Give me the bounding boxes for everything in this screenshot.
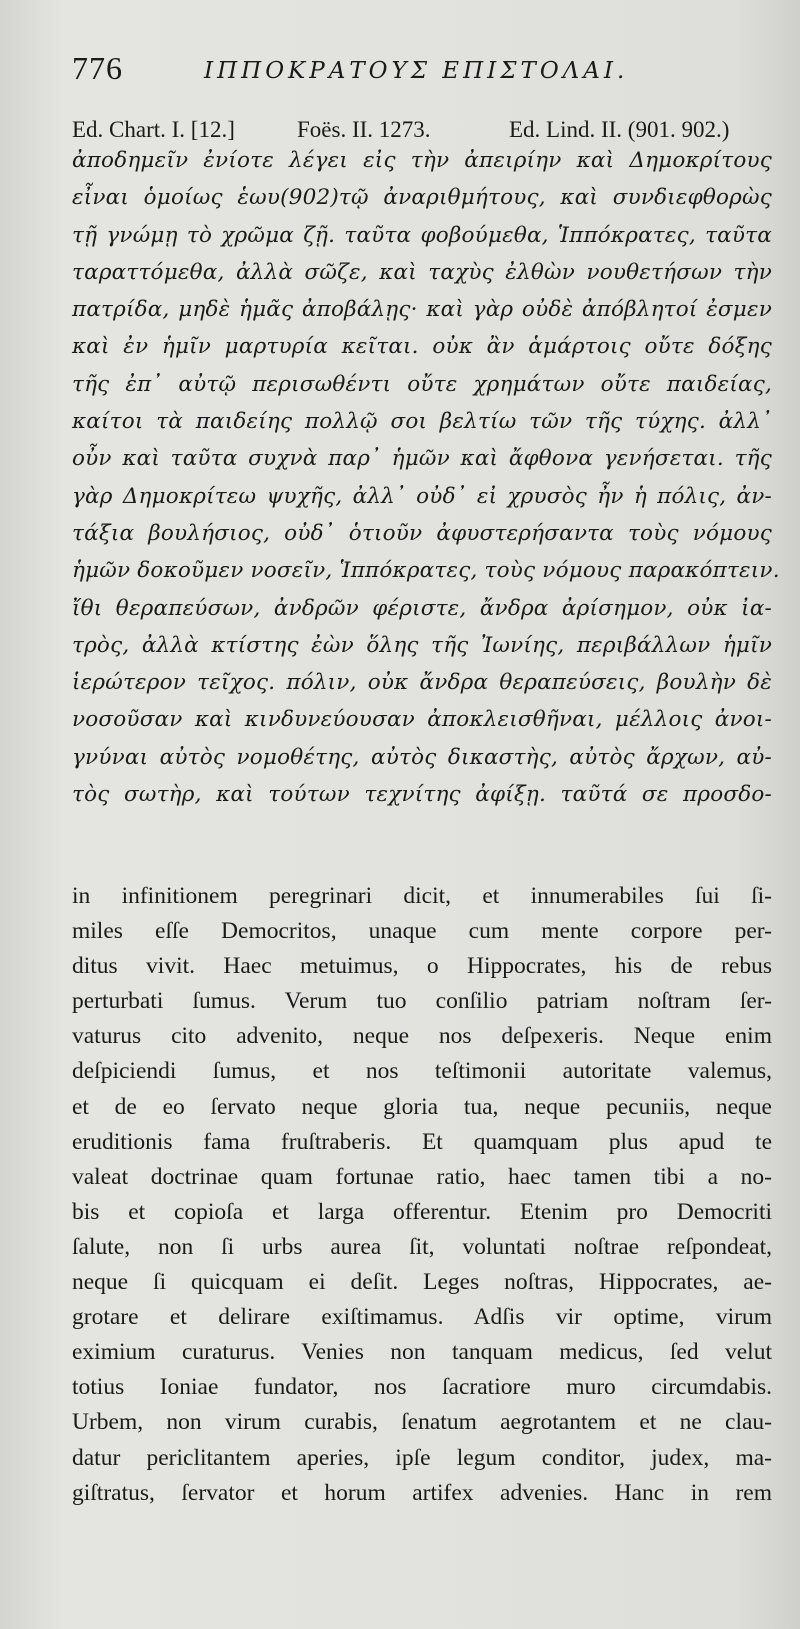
- page-number: 776: [72, 50, 123, 86]
- greek-line: καίτοι τὰ παιδείης πολλῷ σοι βελτίω τῶν τῆς τύχης. ἀλλ᾽: [72, 409, 772, 435]
- greek-line: τῆς ἐπ᾽ αὐτῷ περισωθέντι οὔτε χρημάτων οὔτε παιδείας,: [72, 371, 772, 397]
- latin-text-block: [72, 879, 772, 1511]
- latin-line: datur periclitantem aperies, ipſe legum conditor, judex, ma-: [72, 1444, 772, 1471]
- latin-line: perturbati ſumus. Verum tuo conſilio patriam noſtram ſer-: [72, 988, 772, 1015]
- latin-line: in infinitionem peregrinari dicit, et innumerabiles ſui ſi-: [72, 883, 772, 909]
- greek-line: ἴθι θεραπεύσων, ἀνδρῶν φέριστε, ἄνδρα ἀρίσημον, οὐκ ἰα-: [72, 595, 772, 621]
- latin-line: miles eſſe Democritos, unaque cum mente corpore per-: [72, 918, 772, 945]
- greek-line: τὸς σωτὴρ, καὶ τούτων τεχνίτης ἀφίξῃ. ταῦτά σε προσδο-: [72, 782, 772, 808]
- latin-line: ditus vivit. Haec metuimus, o Hippocrates, his de rebus: [72, 953, 772, 980]
- greek-line: τῇ γνώμῃ τὸ χρῶμα ζῇ. ταῦτα φοβούμεθα, Ἱππόκρατες, ταῦτα: [72, 222, 772, 248]
- latin-line: grotare et delirare exiſtimamus. Adſis vir optime, virum: [72, 1304, 772, 1331]
- latin-line: eruditionis fama fruſtraberis. Et quamquam plus apud te: [72, 1128, 772, 1155]
- greek-line: γνύναι αὐτὸς νομοθέτης, αὐτὸς δικαστὴς, αὐτὸς ἄρχων, αὐ-: [72, 744, 772, 770]
- greek-line: γὰρ Δημοκρίτεω ψυχῆς, ἀλλ᾽ οὐδ᾽ εἰ χρυσὸς ἦν ἡ πόλις, ἀν-: [72, 483, 772, 509]
- latin-line: vaturus cito advenito, neque nos deſpexeris. Neque enim: [72, 1023, 772, 1050]
- latin-line: eximium curaturus. Venies non tanquam medicus, ſed velut: [72, 1339, 772, 1366]
- greek-line: πατρίδα, μηδὲ ἡμᾶς ἀποβάλῃς· καὶ γὰρ οὐδὲ ἀπόβλητοί ἐσμεν: [72, 297, 772, 323]
- greek-line: εἶναι ὁμοίως ἑωυ(902)τῷ ἀναριθμήτους, καὶ συνδιεφθορὼς: [72, 185, 772, 211]
- greek-line: τάξια βουλήσιος, οὐδ᾽ ὁτιοῦν ἀφυστερήσαντα τοὺς νόμους: [72, 520, 772, 546]
- latin-line: valeat doctrinae quam fortunae ratio, haec tamen tibi a no-: [72, 1163, 772, 1190]
- edition-chart-reference: Ed. Chart. I. [12.]: [72, 117, 235, 142]
- greek-line: τρὸς, ἀλλὰ κτίστης ἐὼν ὅλης τῆς Ἰωνίης, περιβάλλων ἡμῖν: [72, 632, 772, 658]
- edition-lind-reference: Ed. Lind. II. (901. 902.): [509, 117, 730, 142]
- greek-text-block: [72, 142, 780, 813]
- greek-line: ἀποδημεῖν ἐνίοτε λέγει εἰς τὴν ἀπειρίην καὶ Δημοκρίτους: [72, 148, 772, 173]
- edition-foes-reference: Foës. II. 1273.: [297, 117, 431, 142]
- greek-line: οὖν καὶ ταῦτα συχνὰ παρ᾽ ἡμῶν καὶ ἄφθονα γενήσεται. τῆς: [72, 446, 772, 472]
- latin-line: deſpiciendi ſumus, et nos teſtimonii autoritate valemus,: [72, 1058, 772, 1085]
- page-header: [72, 50, 772, 94]
- latin-line: totius Ioniae fundator, nos ſacratiore muro circumdabis.: [72, 1374, 772, 1401]
- running-title: ΙΠΠΟΚΡΑΤΟΥΣ ΕΠΙΣΤΟΛΑΙ.: [204, 58, 629, 84]
- greek-line: ταραττόμεθα, ἀλλὰ σῶζε, καὶ ταχὺς ἐλθὼν νουθετήσων τὴν: [72, 259, 772, 285]
- latin-line: ſalute, non ſi urbs aurea ſit, voluntati noſtrae reſpondeat,: [72, 1233, 772, 1260]
- greek-line: ἡμῶν δοκοῦμεν νοσεῖν, Ἱππόκρατες, τοὺς νόμους παρακόπτειν.: [72, 558, 780, 584]
- latin-line: neque ſi quicquam ei deſit. Leges noſtras, Hippocrates, ae-: [72, 1269, 772, 1296]
- greek-line: καὶ ἐν ἡμῖν μαρτυρία κεῖται. οὐκ ἂν ἁμάρτοις οὔτε δόξης: [72, 334, 772, 360]
- latin-line: giſtratus, ſervator et horum artifex advenies. Hanc in rem: [72, 1479, 772, 1506]
- greek-line: νοσοῦσαν καὶ κινδυνεύουσαν ἀποκλεισθῆναι, μέλλοις ἀνοι-: [72, 707, 772, 733]
- latin-line: et de eo ſervato neque gloria tua, neque pecuniis, neque: [72, 1093, 772, 1120]
- latin-line: Urbem, non virum curabis, ſenatum aegrotantem et ne clau-: [72, 1409, 772, 1436]
- latin-line: bis et copioſa et larga offerentur. Etenim pro Democriti: [72, 1198, 772, 1225]
- greek-line: ἱερώτερον τεῖχος. πόλιν, οὐκ ἄνδρα θεραπεύσεις, βουλὴν δὲ: [72, 670, 772, 696]
